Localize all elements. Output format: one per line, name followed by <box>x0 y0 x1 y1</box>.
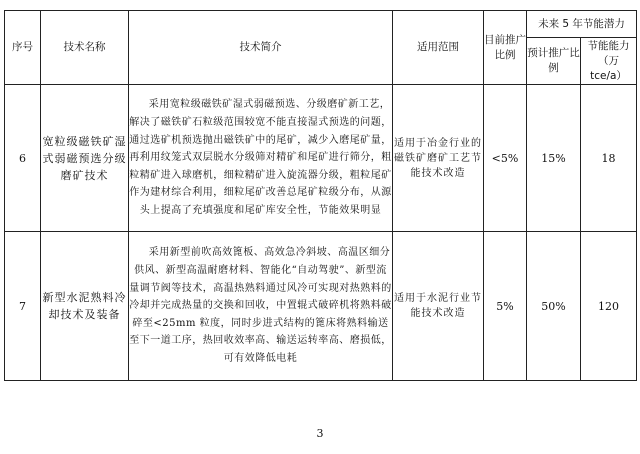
header-future-group: 未来 5 年节能潜力 <box>527 11 637 38</box>
row-current-ratio: 5% <box>484 232 527 381</box>
row-saving-capacity: 120 <box>581 232 637 381</box>
row-current-ratio: <5% <box>484 85 527 232</box>
header-tech-name: 技术名称 <box>41 11 129 85</box>
header-current-ratio: 目前推广比例 <box>484 11 527 85</box>
table-row <box>5 232 637 381</box>
row-saving-capacity: 18 <box>581 85 637 232</box>
row-tech-intro-cell <box>129 232 393 381</box>
header-scope: 适用范围 <box>393 11 484 85</box>
row-seq: 6 <box>5 85 41 232</box>
row-seq: 7 <box>5 232 41 381</box>
header-tech-intro: 技术简介 <box>129 11 393 85</box>
row-scope: 适用于水泥行业节能技术改造 <box>393 232 484 381</box>
row-tech-name: 新型水泥熟料冷却技术及装备 <box>41 232 129 381</box>
row-expected-ratio: 50% <box>527 232 581 381</box>
technology-table <box>4 10 637 381</box>
header-saving-capacity: 节能能力（万 tce/a） <box>581 38 637 85</box>
row-expected-ratio: 15% <box>527 85 581 232</box>
header-seq: 序号 <box>5 11 41 85</box>
row-tech-intro: 采用宽粒级磁铁矿湿式弱磁预选、分级磨矿新工艺，解决了磁铁矿石粒级范围较宽不能直接湿式预选的问题，通过选矿机预选抛出磁铁矿中的尾矿，减少入磨尾矿量，再利用纹笼式双层脱水分级筛对精矿和尾矿进行筛分，粗粒精矿进入球磨机，细粒精矿进入旋流器分级，粗粒尾矿作为建材综合利用，细粒尾矿改善总尾矿粒级分布，从源头上提高了充填强度和尾矿库安全性，节能效果明显 <box>129 99 392 216</box>
header-expected-ratio: 预计推广比例 <box>527 38 581 85</box>
page-number: 3 <box>316 427 324 440</box>
row-tech-intro-cell <box>129 85 393 232</box>
row-tech-name: 宽粒级磁铁矿湿式弱磁预选分级磨矿技术 <box>41 85 129 232</box>
row-scope: 适用于冶金行业的磁铁矿磨矿工艺节能技术改造 <box>393 85 484 232</box>
row-tech-intro: 采用新型前吹高效篦板、高效急冷斜坡、高温区细分供风、新型高温耐磨材料、智能化“自动驾驶”、新型流量调节阀等技术，高温热熟料通过风冷可实现对热熟料的冷却并完成热量的交换和回收，中置辊式破碎机将熟料破碎至<25mm 粒度，同时步进式结构的篦床将熟料输送至下一道工序，热回收效率高、输送运转率高、磨损低，可有效降低电耗 <box>129 247 392 364</box>
table-row <box>5 85 637 232</box>
